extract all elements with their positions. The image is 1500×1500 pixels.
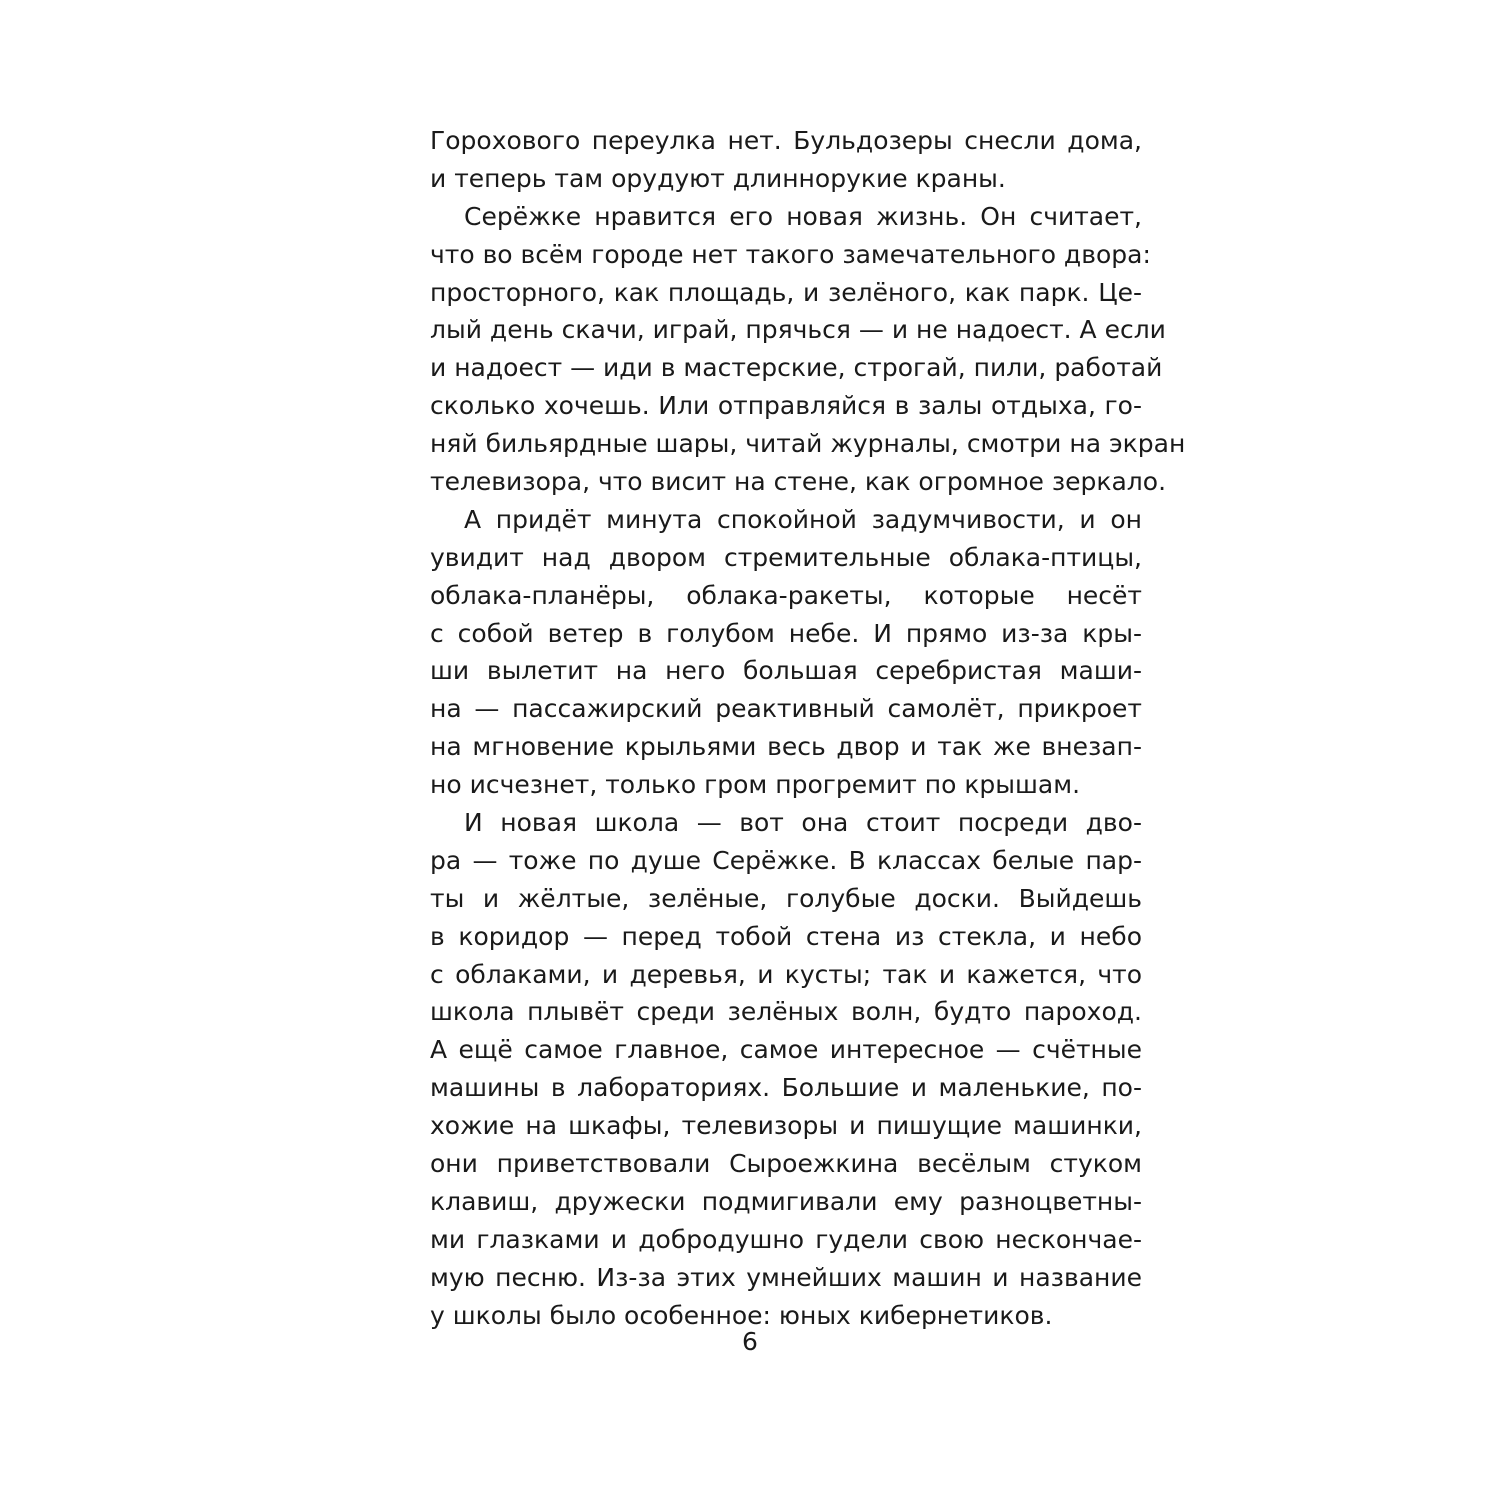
- text-line: Серёжке нравится его новая жизнь. Он считает,: [464, 201, 1142, 231]
- text-line: увидит над двором стремительные облака-птицы,: [430, 542, 1142, 572]
- text-line: И новая школа — вот она стоит посреди дво-: [464, 808, 1142, 838]
- text-line: ра — тоже по душе Серёжке. В классах белые пар-: [430, 845, 1142, 875]
- text-line: что во всём городе нет такого замечательного двора:: [430, 239, 1151, 269]
- text-line: Горохового переулка нет. Бульдозеры снесли дома,: [430, 126, 1142, 155]
- body-text: [430, 122, 1186, 1335]
- text-line: А придёт минута спокойной задумчивости, и он: [464, 504, 1142, 534]
- paragraph: [430, 804, 1142, 1334]
- text-line: они приветствовали Сыроежкина весёлым стуком: [430, 1149, 1142, 1179]
- text-line: клавиш, дружески подмигивали ему разноцветны-: [430, 1186, 1142, 1216]
- paragraph: [430, 122, 1142, 198]
- text-line: А ещё самое главное, самое интересное — счётные: [430, 1035, 1142, 1065]
- text-line: ты и жёлтые, зелёные, голубые доски. Выйдешь: [430, 883, 1142, 913]
- text-line: на — пассажирский реактивный самолёт, прикроет: [430, 694, 1142, 724]
- text-line: с облаками, и деревья, и кусты; так и кажется, что: [430, 959, 1142, 989]
- text-line: у школы было особенное: юных кибернетиков.: [430, 1300, 1053, 1330]
- text-line: машины в лабораториях. Большие и маленькие, по-: [430, 1073, 1142, 1103]
- text-line: и надоест — иди в мастерские, строгай, пили, работай: [430, 353, 1163, 383]
- page-number: 6: [742, 1327, 758, 1356]
- text-line: с собой ветер в голубом небе. И прямо из-за кры-: [430, 618, 1142, 648]
- text-line: в коридор — перед тобой стена из стекла, и небо: [430, 921, 1142, 951]
- paragraph: [430, 198, 1186, 501]
- text-line: и теперь там орудуют длиннорукие краны.: [430, 163, 1006, 193]
- text-line: на мгновение крыльями весь двор и так же внезап-: [430, 732, 1142, 762]
- text-line: просторного, как площадь, и зелёного, как парк. Це-: [430, 277, 1142, 307]
- text-line: но исчезнет, только гром прогремит по крышам.: [430, 770, 1081, 800]
- text-line: школа плывёт среди зелёных волн, будто пароход.: [430, 997, 1142, 1027]
- text-line: няй бильярдные шары, читай журналы, смотри на экран: [430, 429, 1186, 459]
- text-line: облака-планёры, облака-ракеты, которые несёт: [430, 580, 1142, 610]
- text-line: телевизора, что висит на стене, как огромное зеркало.: [430, 467, 1167, 497]
- text-line: мую песню. Из-за этих умнейших машин и название: [430, 1262, 1142, 1292]
- text-line: лый день скачи, играй, прячься — и не надоест. А если: [430, 315, 1166, 345]
- text-line: ши вылетит на него большая серебристая маши-: [430, 656, 1142, 686]
- text-line: сколько хочешь. Или отправляйся в залы отдыха, го-: [430, 391, 1142, 421]
- paragraph: [430, 501, 1142, 804]
- text-line: хожие на шкафы, телевизоры и пишущие машинки,: [430, 1111, 1142, 1141]
- text-line: ми глазками и добродушно гудели свою нескончае-: [430, 1224, 1142, 1254]
